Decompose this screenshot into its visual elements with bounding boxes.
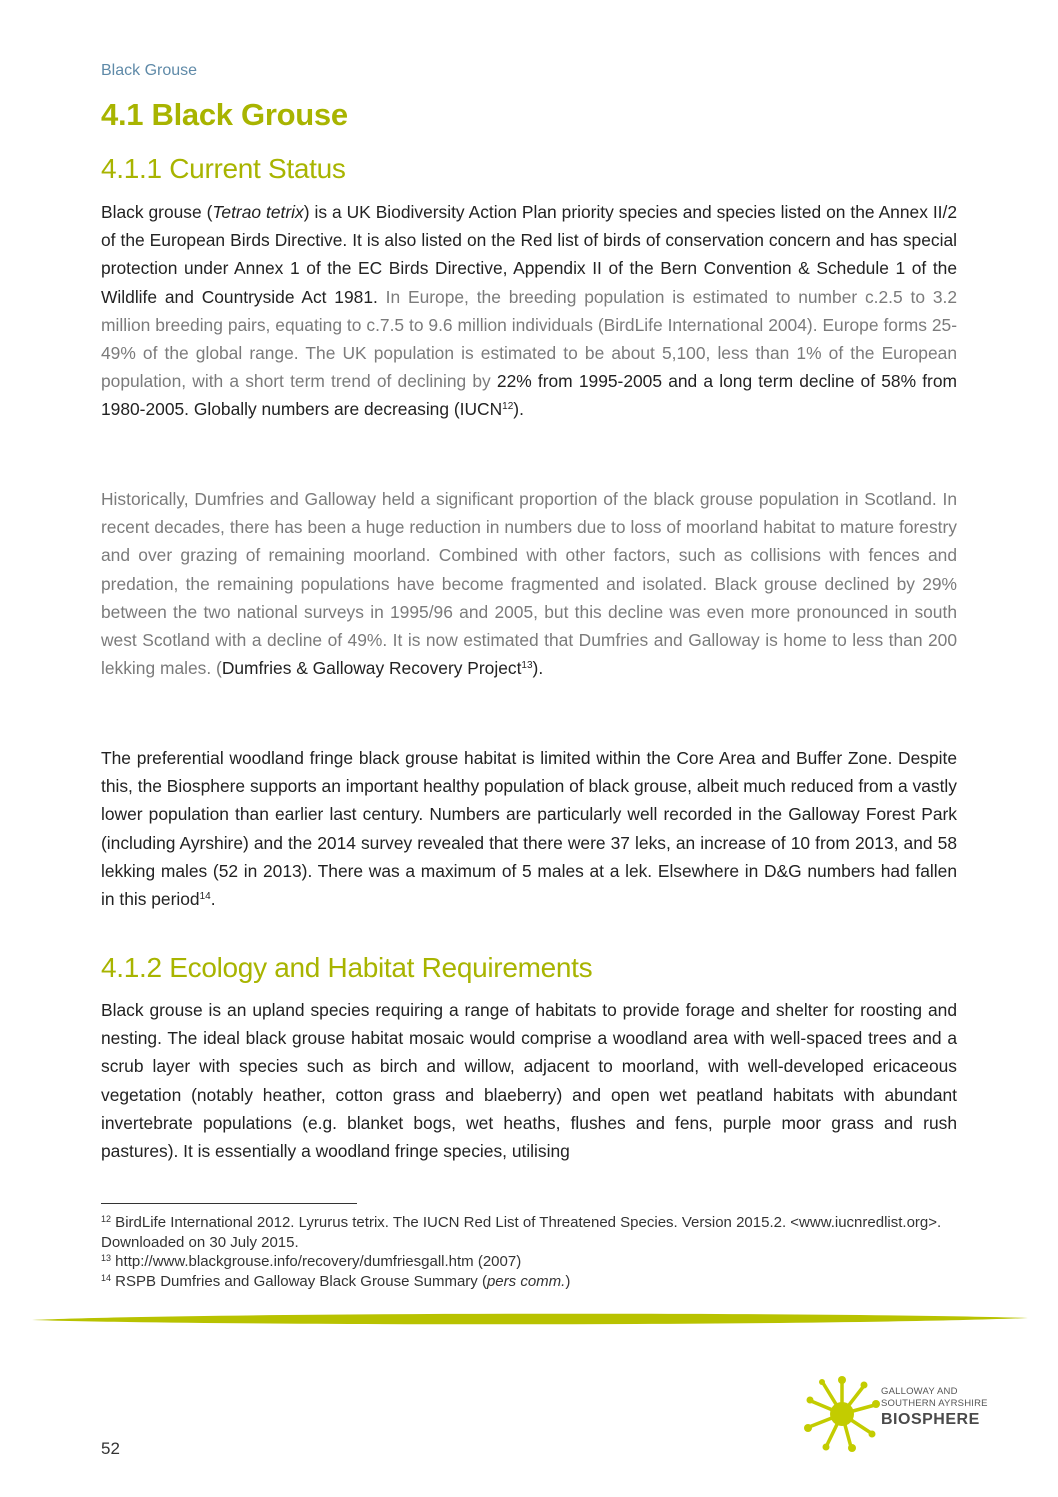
section-title: 4.1 Black Grouse bbox=[101, 97, 348, 132]
paragraph-current-status-2 bbox=[101, 485, 957, 682]
footnote-number: 12 bbox=[101, 1214, 112, 1224]
text-run-grey: In Europe, the breeding population is estimated to number c.2.5 to 3.2 million breeding pairs, equating to c.7.5 to 9.6 million individuals (BirdLife International 2004). Europe forms 25-49% of the global range. The UK population is estimated to be about 5,100, less than 1% of the European population, with a short term trend of declining by bbox=[101, 286, 957, 392]
footnote-text: RSPB Dumfries and Galloway Black Grouse Summary ( bbox=[111, 1272, 487, 1290]
paragraph-current-status-3 bbox=[101, 744, 957, 913]
biosphere-sun-logo-icon bbox=[803, 1375, 881, 1453]
footnote-ref-14[interactable]: 14 bbox=[199, 891, 211, 903]
text-run: . bbox=[210, 889, 216, 910]
paragraph-ecology-1: Black grouse is an upland species requiring a range of habitats to provide forage and shelter for roosting and nesting. The ideal black grouse habitat mosaic would comprise a woodland area with well-spaced trees and a scrub layer with species such as birch and willow, adjacent to moorland, with well-developed ericaceous vegetation (notably heather, cotton grass and blaeberry) and open wet peatland habitats with abundant invertebrate populations (e.g. blanket bogs, wet heaths, flushes and fens, purple moor grass and rush pastures). It is essentially a woodland fringe species, utilising bbox=[101, 1000, 957, 1162]
paragraph-current-status-1 bbox=[101, 198, 957, 424]
species-name: Tetrao tetrix bbox=[212, 202, 304, 222]
subsection-title-current-status: 4.1.1 Current Status bbox=[101, 153, 346, 184]
text-run: ) is a UK Biodiversity Action Plan priority species and species listed on the Annex II/2 of the European Birds Directive. It is also listed on the Red list of birds of conservation concern and has special protection under Annex 1 of the EC Birds Directive, Appendix II of the Bern Convention & Schedule 1 of the Wildlife and Countryside Act 1981. bbox=[101, 202, 958, 307]
footer-swoosh bbox=[30, 1310, 1030, 1330]
text-run: ). bbox=[532, 658, 544, 679]
recovery-project-link[interactable]: Dumfries & Galloway Recovery Project bbox=[221, 658, 522, 679]
text-run: ). bbox=[513, 399, 524, 420]
text-run: Black grouse ( bbox=[101, 202, 213, 222]
text-run: 22% from 1995-2005 and a long term decline of 58% from 1980-2005. Globally numbers are decreasing (IUCN bbox=[101, 371, 957, 420]
footnote-text-italic: pers comm. bbox=[486, 1272, 566, 1290]
footnote-separator bbox=[101, 1203, 357, 1204]
subsection-title-ecology: 4.1.2 Ecology and Habitat Requirements bbox=[101, 952, 593, 983]
footnote-link[interactable]: http://www.blackgrouse.info/recovery/dumfriesgall.htm (2007) bbox=[111, 1253, 522, 1270]
page-number: 52 bbox=[101, 1439, 120, 1458]
footnote-14 bbox=[101, 1272, 961, 1292]
running-header: Black Grouse bbox=[101, 62, 198, 79]
text-run: The preferential woodland fringe black grouse habitat is limited within the Core Area and Buffer Zone. Despite this, the Biosphere supports an important healthy population of black grouse, albeit much reduced from a vastly lower population than earlier last century. Numbers are particularly well recorded in the Galloway Forest Park (including Ayrshire) and the 2014 survey revealed that there were 37 leks, an increase of 10 from 2013, and 58 lekking males (52 in 2013). There was a maximum of 5 males at a lek. Elsewhere in D&G numbers had fallen in this period bbox=[101, 748, 957, 910]
footnote-ref-13[interactable]: 13 bbox=[521, 660, 533, 672]
text-run-grey: Historically, Dumfries and Galloway held a significant proportion of the black grouse population in Scotland. In recent decades, there has been a huge reduction in numbers due to loss of moorland habitat to mature forestry and over grazing of remaining moorland. Combined with other factors, such as collisions with fences and predation, the remaining populations have become fragmented and isolated. Black grouse declined by 29% between the two national surveys in 1995/96 and 2005, but this decline was even more pronounced in south west Scotland with a decline of 49%. It is now estimated that Dumfries and Galloway is home to less than 200 lekking males. ( bbox=[101, 489, 957, 679]
footnote-ref-12[interactable]: 12 bbox=[502, 401, 514, 413]
footnote-13 bbox=[101, 1252, 961, 1272]
logo-line-1: GALLOWAY AND bbox=[881, 1386, 958, 1397]
footnote-12 bbox=[101, 1213, 961, 1252]
footnote-text: ) bbox=[565, 1272, 571, 1290]
footnote-text: BirdLife International 2012. Lyrurus tetrix. The IUCN Red List of Threatened Species. Version 2015.2. <www.iucnredlist.org>. Downloaded on 30 July 2015. bbox=[101, 1214, 942, 1251]
footnote-number: 14 bbox=[101, 1272, 112, 1283]
footnotes bbox=[101, 1213, 961, 1291]
logo-line-2: SOUTHERN AYRSHIRE bbox=[881, 1398, 988, 1409]
biosphere-logo-text bbox=[881, 1386, 988, 1430]
logo-line-3: BIOSPHERE bbox=[881, 1411, 980, 1428]
footnote-number: 13 bbox=[101, 1253, 112, 1263]
